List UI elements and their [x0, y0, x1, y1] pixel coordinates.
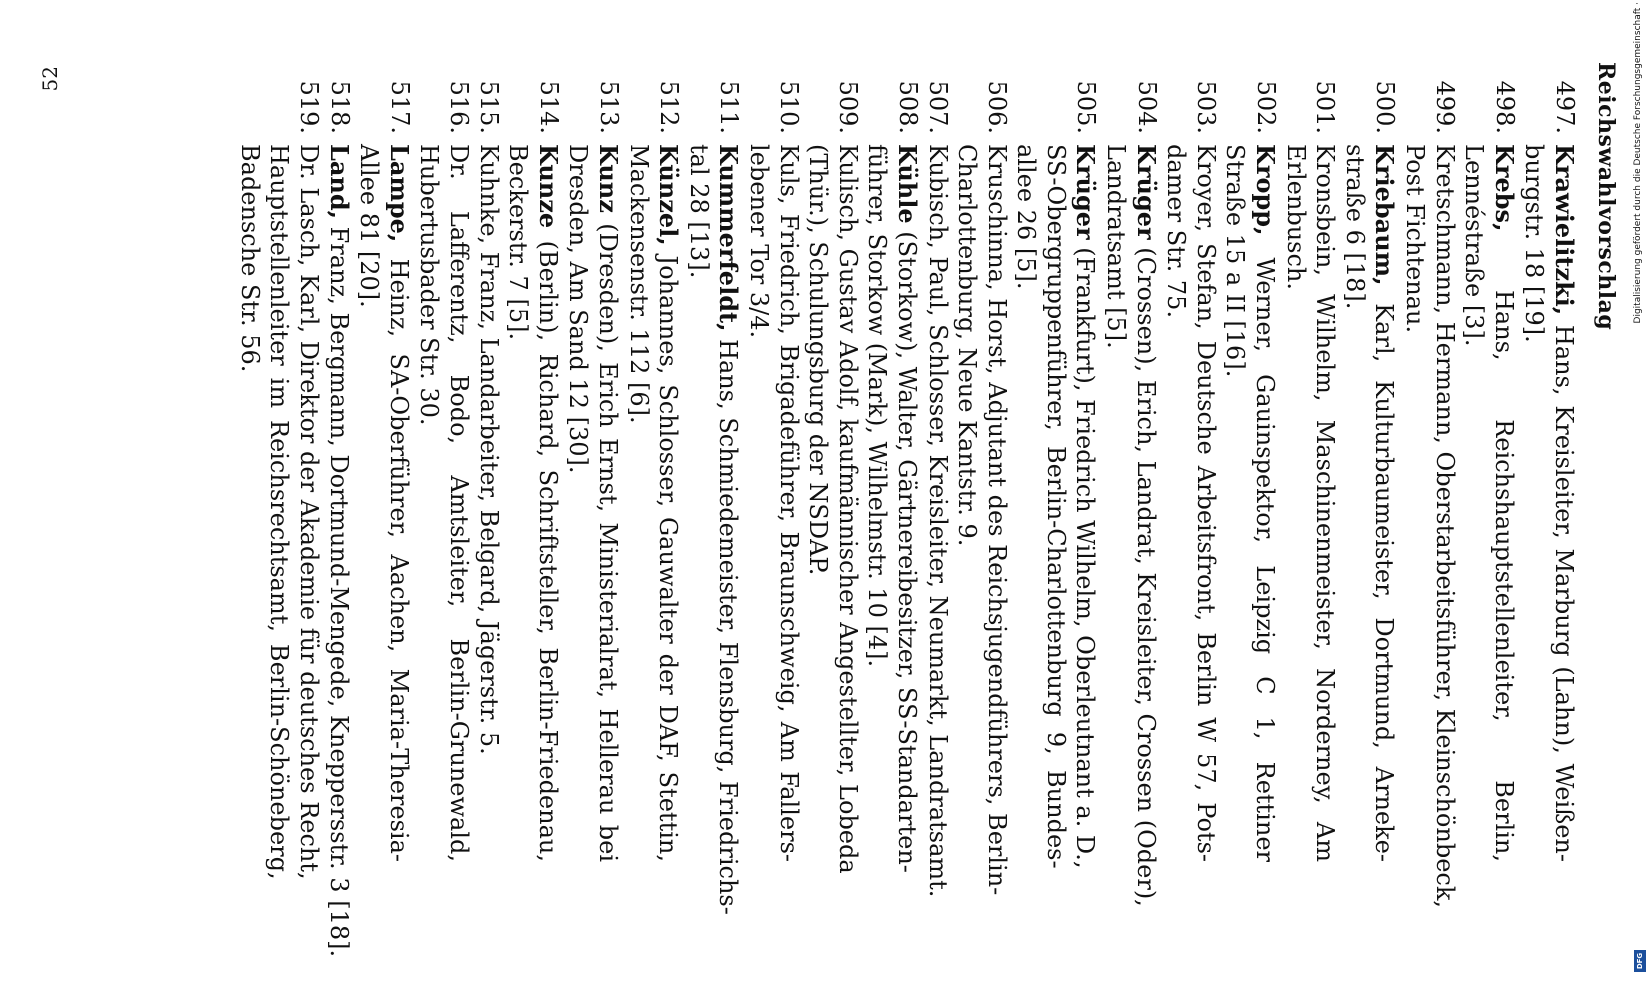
entry-line	[293, 144, 323, 880]
entry-line-text: lebener Tor 3/4.	[744, 144, 773, 339]
entry-line	[414, 144, 444, 862]
entry-text	[1011, 144, 1101, 869]
entry-line	[922, 144, 952, 897]
credit-text: Digitalisierung gefördert durch die Deutsche Forschungsgemeinschaft ·	[1633, 2, 1643, 324]
entry-line	[713, 144, 744, 915]
entry-line-text: Kulisch, Gustav Adolf, kaufmännischer Angestellter, Lobeda	[833, 144, 862, 874]
list-item	[623, 62, 683, 862]
entry-line	[443, 144, 473, 862]
entry-line	[653, 144, 684, 862]
entry-name: Kunze	[533, 144, 563, 229]
entry-text	[952, 144, 1011, 895]
entry-number: 506.	[982, 80, 1011, 134]
entry-line-text: führer, Storkow (Mark), Wilhelmstr. 10 [4].	[863, 144, 892, 668]
entry-line-text: Franz, Bergmann, Dortmund-Mengede, Kneppersstr. 3 [18].	[324, 226, 353, 958]
entry-number: 498.	[1490, 80, 1519, 134]
entry-text	[503, 144, 563, 862]
entry-number: 502.	[1252, 80, 1281, 134]
entry-line	[354, 144, 384, 862]
digitization-credit	[1617, 0, 1647, 1000]
entry-text	[234, 144, 323, 880]
entry-number: 511.	[715, 80, 744, 134]
entry-text	[323, 144, 354, 957]
entry-name: Land,	[324, 144, 354, 220]
entry-line-text: Heinz, SA-Oberführer, Aachen, Maria-Theresia-	[384, 258, 413, 862]
entry-line-text: SS-Obergruppenführer, Berlin-Charlottenburg 9, Bundes-	[1041, 144, 1070, 869]
entry-number: 518.	[325, 80, 354, 134]
list-item	[1220, 62, 1280, 862]
entry-name: Krawielitzki,	[1550, 144, 1579, 316]
list-item	[1280, 62, 1339, 862]
entry-line-text: Hauptstellenleiter im Reichsrechtsamt, Berlin-Schöneberg,	[265, 144, 294, 880]
entry-line-text: Dr. Lasch, Karl, Direktor der Akademie für deutsches Recht,	[295, 144, 324, 880]
list-item	[563, 62, 623, 862]
entry-name: Kühle	[892, 144, 922, 224]
entry-number: 514.	[534, 80, 563, 134]
entry-line-text: (Berlin), Richard, Schriftsteller, Berlin-Friedenau,	[533, 240, 562, 862]
entry-name: Krüger	[1131, 144, 1161, 240]
entry-line	[1369, 144, 1400, 862]
entry-line	[1459, 144, 1489, 862]
entry-line	[1190, 144, 1220, 862]
dfg-logo-icon: DFG	[1634, 950, 1646, 972]
entry-number: 499.	[1430, 80, 1459, 134]
entry-text	[683, 144, 743, 915]
entry-line-text: Post Fichtenau.	[1401, 144, 1430, 334]
entry-line	[862, 144, 892, 873]
entry-line	[264, 144, 294, 880]
entry-line-text: (Storkow), Walter, Gärtnereibesitzer, SS-Standarten-	[892, 231, 921, 873]
page-number: 52	[38, 66, 62, 92]
entry-line	[623, 144, 653, 862]
entry-line-text: damer Str. 75.	[1162, 144, 1191, 319]
entry-line	[803, 144, 833, 874]
entry-line	[1011, 144, 1041, 869]
entry-line-text: Hans, Schmiedemeister, Flensburg, Friedrichs-	[714, 339, 743, 915]
list-item	[1339, 62, 1399, 862]
entry-line	[473, 144, 503, 862]
entry-line	[1488, 144, 1519, 862]
entry-line-text: Hans, Reichshauptstellenleiter, Berlin,	[1489, 290, 1518, 862]
entry-line-text: Lennéstraße [3].	[1460, 144, 1489, 347]
entry-line-text: Werner, Gauinspektor, Leipzig C 1, Rettiner	[1251, 257, 1280, 862]
entry-line-text: Beckerstr. 7 [5].	[504, 144, 533, 341]
entry-text	[922, 144, 952, 897]
entry-line	[1130, 144, 1161, 907]
entry-number: 513.	[595, 80, 623, 134]
entry-name: Krüger	[1071, 144, 1101, 240]
list-item	[1399, 62, 1459, 909]
list-item	[1459, 62, 1519, 862]
entry-line-text: Dr. Lafferentz, Bodo, Amtsleiter, Berlin-Grunewald,	[445, 144, 474, 862]
entry-line	[1101, 144, 1131, 907]
entry-number: 519.	[295, 80, 324, 134]
entry-number: 516.	[445, 80, 474, 134]
entry-line	[592, 144, 623, 862]
entry-line-text: Erlenbusch.	[1281, 144, 1310, 290]
entry-text	[1220, 144, 1280, 862]
entry-line-text: Karl, Kulturbaumeister, Dortmund, Arneke-	[1370, 303, 1399, 862]
entry-line-text: Kuls, Friedrich, Brigadeführer, Braunschweig, Am Fallers-	[774, 144, 803, 862]
entry-line	[1310, 144, 1340, 862]
entry-text	[1399, 144, 1458, 908]
entry-text	[862, 144, 922, 873]
entry-line-text: Kuhnke, Franz, Landarbeiter, Belgard, Jägerstr. 5.	[474, 144, 503, 755]
entry-line	[1070, 144, 1101, 869]
entry-line	[1399, 144, 1429, 908]
entry-number: 517.	[385, 80, 414, 134]
entry-text	[803, 144, 862, 874]
entry-line	[1040, 144, 1070, 869]
entry-line-text: (Crossen), Erich, Landrat, Kreisleiter, Crossen (Oder),	[1131, 247, 1160, 907]
entry-name: Kummerfeldt,	[714, 144, 744, 332]
entry-line-text: tal 28 [13].	[684, 144, 713, 279]
entry-line	[773, 144, 803, 862]
entry-line-text: straße 6 [18].	[1340, 144, 1369, 310]
entry-text	[1101, 144, 1161, 907]
entry-number: 501.	[1311, 80, 1340, 134]
entry-number: 509.	[833, 80, 862, 134]
entry-number: 508.	[893, 80, 922, 134]
entry-text	[1459, 144, 1519, 862]
entry-line	[891, 144, 922, 873]
list-item	[683, 62, 744, 915]
entry-line	[563, 144, 593, 862]
entry-number: 503.	[1191, 80, 1220, 134]
entry-line	[1161, 144, 1191, 862]
entry-text	[1280, 144, 1339, 862]
entry-line-text: Badensche Str. 56.	[235, 144, 264, 373]
entry-line	[532, 144, 563, 862]
entry-number: 512.	[655, 80, 684, 134]
entry-line-text: Kubisch, Paul, Schlosser, Kreisleiter, Neumarkt, Landratsamt.	[923, 144, 952, 898]
entry-number: 510.	[774, 80, 803, 134]
entry-line-text: Dresden, Am Sand 12 [30].	[564, 144, 593, 474]
entry-text	[1161, 144, 1220, 862]
entry-line	[1280, 144, 1310, 862]
entry-line	[1548, 144, 1579, 862]
entry-line	[1220, 144, 1250, 862]
entry-line-text: Straße 15 a II [16].	[1221, 144, 1250, 378]
entry-number: 505.	[1072, 80, 1101, 134]
entry-text	[1339, 144, 1399, 862]
entry-line-text: Hans, Kreisleiter, Marburg (Lahn), Weißen-	[1550, 324, 1578, 862]
list-item	[323, 62, 354, 958]
entry-text	[623, 144, 683, 862]
entry-text	[563, 144, 623, 862]
entry-line	[832, 144, 862, 874]
entry-name: Künzel,	[654, 144, 684, 246]
entry-number: 515.	[474, 80, 503, 134]
list-item	[1101, 62, 1161, 907]
entry-line-text: burgstr. 18 [19].	[1520, 144, 1549, 343]
entry-line	[1339, 144, 1369, 862]
entry-number: 507.	[923, 80, 952, 134]
entry-line-text: Allee 81 [20].	[355, 144, 384, 308]
entry-text	[1519, 144, 1579, 862]
entry-line-text: (Thür.), Schulungsburg der NSDAP.	[804, 144, 833, 576]
list-item	[862, 62, 922, 873]
entry-line-text: Charlottenburg, Neue Kantstr. 9.	[953, 144, 982, 547]
entry-name: Kropp,	[1251, 144, 1281, 236]
entry-line-text: Kretschmann, Hermann, Oberstarbeitsführer, Kleinschönbeck,	[1430, 144, 1459, 909]
entry-number: 497.	[1551, 80, 1579, 134]
entry-number: 504.	[1132, 80, 1161, 134]
list-item	[473, 62, 503, 862]
entry-line	[743, 144, 773, 862]
entry-name: Kunz	[594, 144, 623, 213]
entry-line-text: Mackensenstr. 112 [6].	[624, 144, 653, 424]
list-item	[234, 62, 324, 880]
list-item	[1011, 62, 1101, 869]
entry-line	[503, 144, 533, 862]
list-item	[803, 62, 862, 874]
entry-line	[1519, 144, 1549, 862]
entry-text	[473, 144, 503, 862]
entry-number: 500.	[1371, 80, 1400, 134]
entry-line	[323, 144, 354, 957]
entry-text	[743, 144, 802, 862]
entry-line-text: (Frankfurt), Friedrich Wilhelm, Oberleutnant a. D.,	[1071, 247, 1100, 869]
list-item	[354, 62, 414, 862]
entry-line-text: Kronsbein, Wilhelm, Maschinenmeister, Norderney, Am	[1311, 144, 1340, 862]
entry-line-text: Kruschinna, Horst, Adjutant des Reichsjugendführers, Berlin-	[982, 144, 1011, 896]
entry-line-text: (Dresden), Erich Ernst, Ministerialrat, Hellerau bei	[594, 223, 622, 862]
entry-line	[1429, 144, 1459, 908]
list-item	[922, 62, 952, 898]
entry-line-text: Johannes, Schlosser, Gauwalter der DAF, Stettin,	[654, 255, 683, 862]
list-item	[1161, 62, 1220, 862]
entry-name: Lampe,	[384, 144, 414, 243]
list-item	[952, 62, 1011, 896]
entry-name: Krebs,	[1489, 144, 1519, 232]
entry-line-text: Hubertusbader Str. 30.	[415, 144, 444, 426]
entry-line-text: allee 26 [5].	[1012, 144, 1041, 290]
entry-list	[234, 62, 1579, 958]
list-item	[743, 62, 802, 862]
entry-line-text: Kroyer, Stefan, Deutsche Arbeitsfront, Berlin W 57, Pots-	[1191, 144, 1220, 862]
entry-line	[952, 144, 982, 895]
entry-line	[981, 144, 1011, 895]
entry-line	[234, 144, 264, 880]
entry-text	[354, 144, 414, 862]
entry-line-text: Landratsamt [5].	[1102, 144, 1131, 349]
entry-name: Kriebaum,	[1370, 144, 1400, 286]
entry-text	[414, 144, 473, 862]
entry-line	[683, 144, 713, 915]
entry-line	[1249, 144, 1280, 862]
page-heading: Reichswahlvorschlag	[1593, 62, 1619, 331]
list-item	[414, 62, 473, 862]
list-item	[503, 62, 563, 862]
list-item	[1519, 62, 1579, 862]
entry-line	[383, 144, 414, 862]
